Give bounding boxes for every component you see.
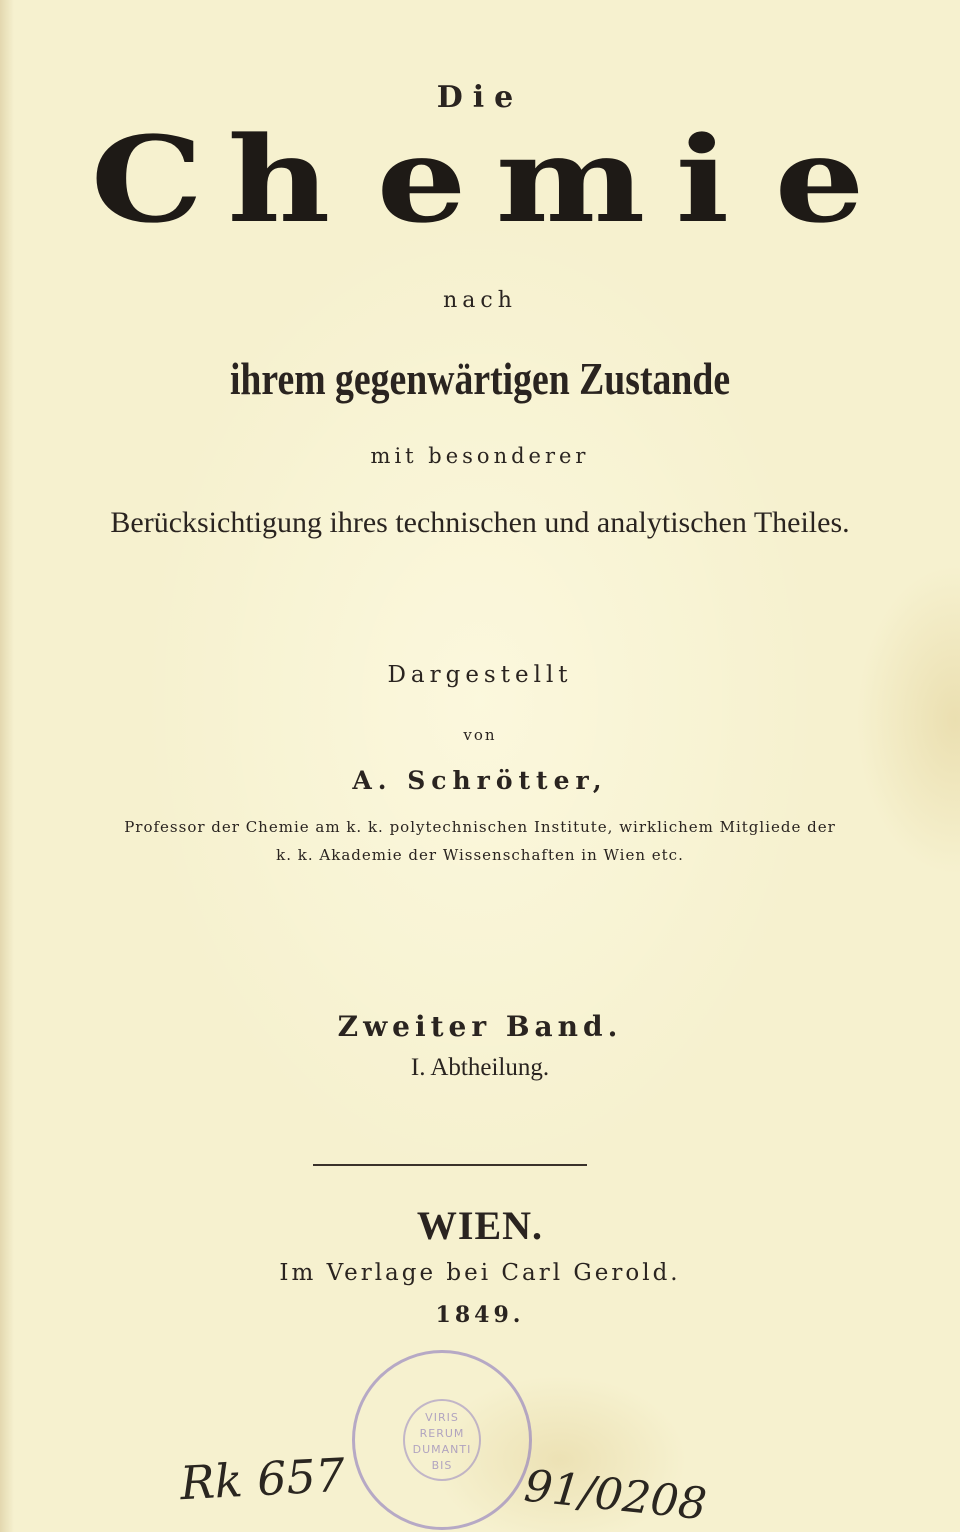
title-die: Die <box>436 80 524 115</box>
publisher-line: Im Verlage bei Carl Gerold. <box>279 1260 681 1286</box>
stamp-text-line: DUMANTI <box>412 1443 472 1456</box>
library-stamp <box>352 1350 532 1530</box>
dargestellt-text: Dargestellt <box>387 662 573 688</box>
subtitle: ihrem gegenwärtigen Zustande <box>229 353 731 404</box>
shelfmark-right: 91/0208 <box>521 1460 709 1531</box>
author-name: A. Schrötter, <box>352 766 608 795</box>
title-chemie-letter: C <box>90 110 204 249</box>
stamp-text-line: RERUM <box>419 1427 465 1440</box>
stamp-text-line: VIRIS <box>425 1411 459 1424</box>
volume-label: Zweiter Band. <box>337 1010 623 1043</box>
title-chemie-letter: i <box>675 110 730 249</box>
publication-city: WIEN. <box>416 1203 544 1248</box>
von-text: von <box>463 726 497 744</box>
divider-rule <box>313 1164 587 1166</box>
mit-besonderer-text: mit besonderer <box>370 444 590 468</box>
title-chemie-letter: m <box>495 110 646 249</box>
author-title-line1: Professor der Chemie am k. k. polytechnischen Institute, wirklichem Mitgliede der <box>124 818 836 836</box>
title-chemie <box>0 110 960 249</box>
publication-year: 1849. <box>435 1302 525 1328</box>
author-title-line2: k. k. Akademie der Wissenschaften in Wien etc. <box>276 846 684 864</box>
title-chemie-letter: e <box>376 110 467 249</box>
nach-text: nach <box>443 288 517 313</box>
part-label: I. Abtheilung. <box>410 1054 550 1081</box>
shelfmark-left: Rk 657 <box>178 1447 347 1511</box>
stamp-text-line: BIS <box>431 1459 453 1472</box>
berucksichtigung-text: Berücksichtigung ihres technischen und analytischen Theiles. <box>110 506 850 539</box>
title-chemie-letter: h <box>227 110 331 249</box>
title-chemie-letter: e <box>774 110 865 249</box>
